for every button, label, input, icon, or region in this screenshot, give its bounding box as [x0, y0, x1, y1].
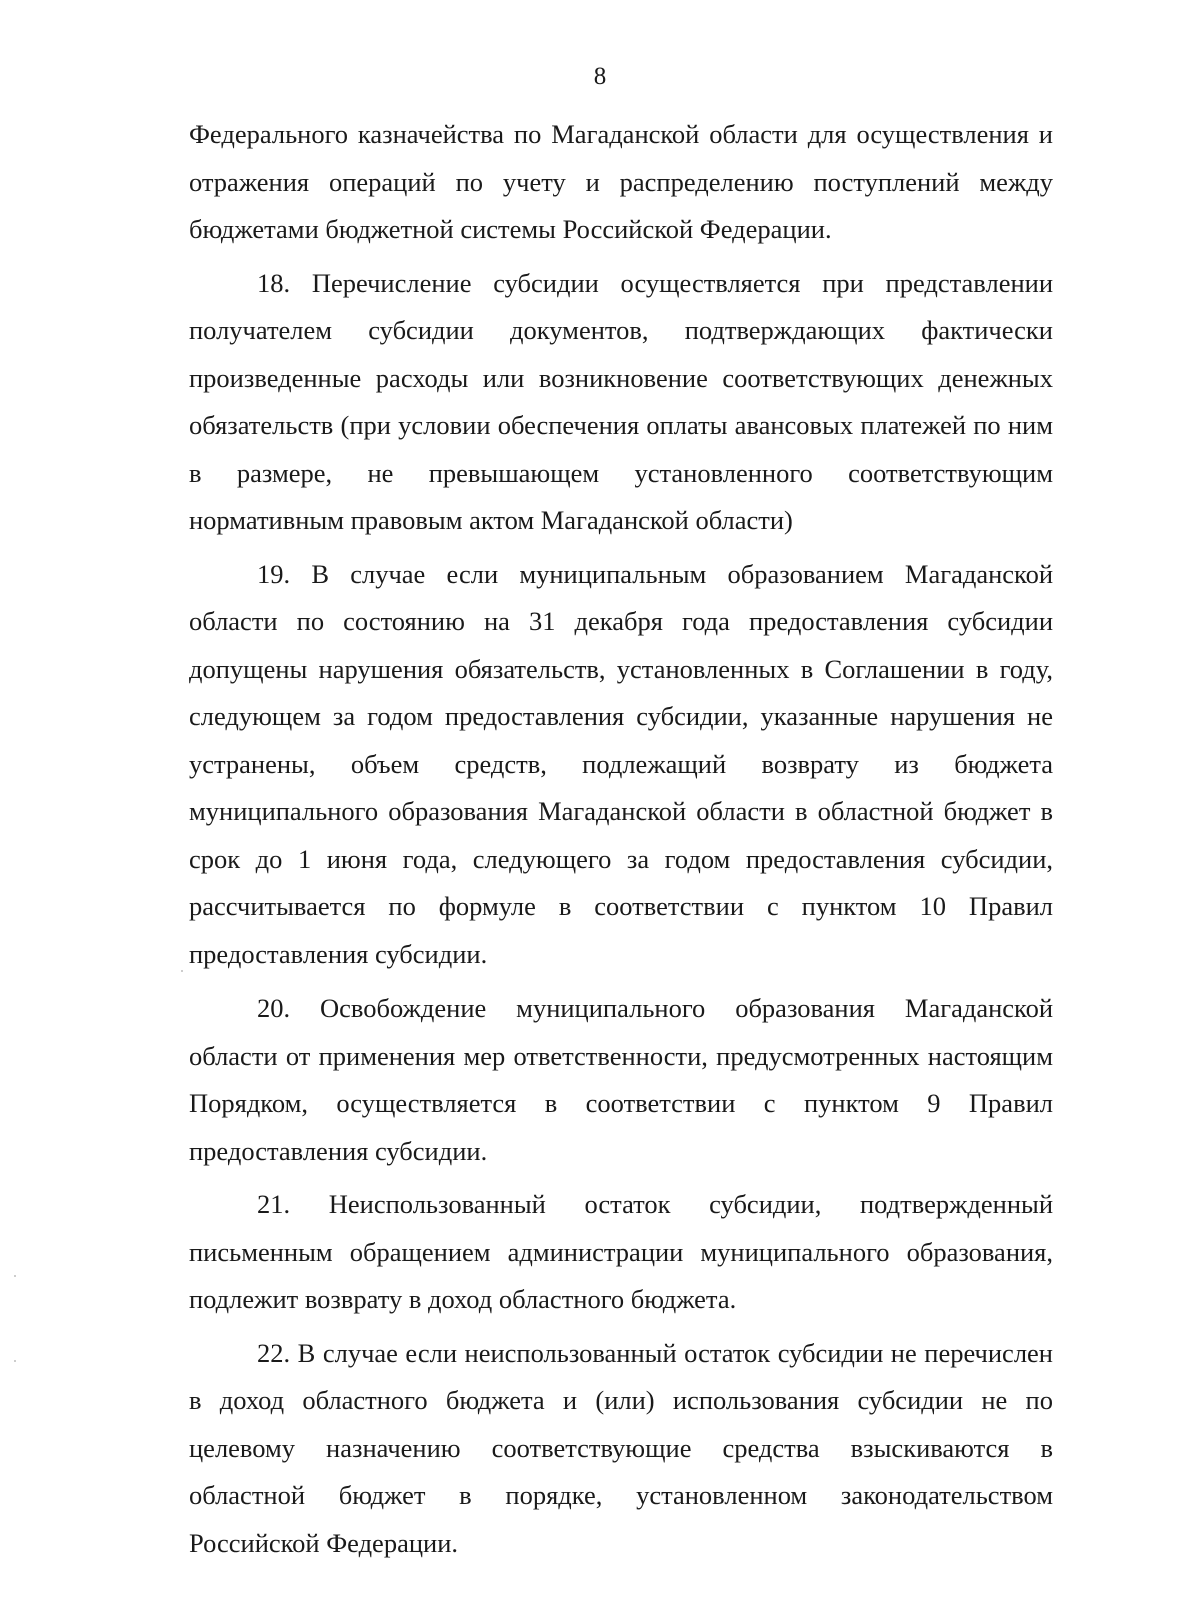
- paragraph-17-continuation: Федерального казначейства по Магаданской области для осуществления и отражения операций по учету и распределению поступлений между бюджетами бюджетной системы Российской Федерации.: [189, 119, 1053, 244]
- page-number: 8: [593, 63, 607, 90]
- scan-artifact: [14, 1360, 16, 1362]
- paragraph-20: 20. Освобождение муниципального образования Магаданской области от применения мер ответственности, предусмотренных настоящим Порядком, осуществляется в соответствии с пунктом 9 Правил предоставления субсидии.: [189, 993, 1053, 1166]
- paragraph-22: 22. В случае если неиспользованный остаток субсидии не перечислен в доход областного бюджета и (или) использования субсидии не по целевому назначению соответствующие средства взыскиваются в областной бюджет в порядке, установленном законодательством Российской Федерации.: [189, 1337, 1053, 1558]
- scan-artifact: [14, 1275, 16, 1277]
- document-body: [189, 111, 1053, 1567]
- paragraph-18: 18. Перечисление субсидии осуществляется при представлении получателем субсидии документов, подтверждающих фактически произведенные расходы или возникновение соответствующих денежных обязательств (при условии обеспечения оплаты авансовых платежей по ним в размере, не превышающем установленного соответствующим нормативным правовым актом Магаданской области): [189, 267, 1053, 535]
- scan-artifact: [181, 970, 183, 972]
- paragraph-19: 19. В случае если муниципальным образованием Магаданской области по состоянию на 31 декабря года предоставления субсидии допущены нарушения обязательств, установленных в Соглашении в году, следующем за годом предоставления субсидии, указанные нарушения не устранены, объем средств, подлежащий возврату из бюджета муниципального образования Магаданской области в областной бюджет в срок до 1 июня года, следующего за годом предоставления субсидии, рассчитывается по формуле в соответствии с пунктом 10 Правил предоставления субсидии.: [189, 558, 1053, 969]
- paragraph-21: 21. Неиспользованный остаток субсидии, подтвержденный письменным обращением администрации муниципального образования, подлежит возврату в доход областного бюджета.: [189, 1189, 1053, 1314]
